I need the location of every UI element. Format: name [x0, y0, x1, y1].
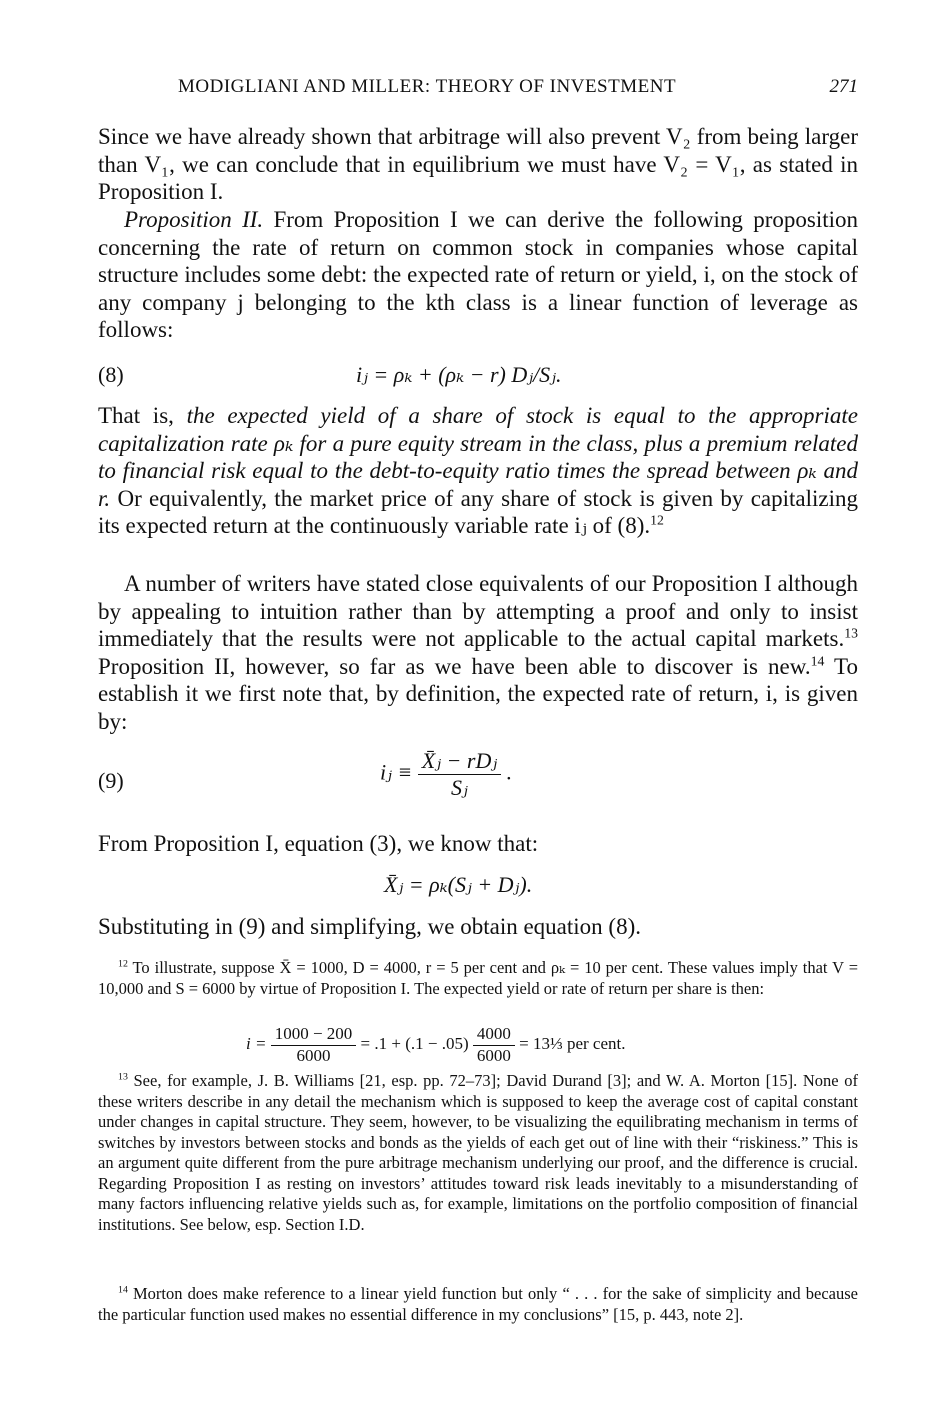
paragraph-2-text: From Proposition I we can derive the following proposition concerning the rate of return on common stock in companies whose capital structure includes some debt: the expected rate of return or yield, i, on the stock of any company j belonging to the kth class is a linear function of leverage as follows:: [98, 207, 859, 343]
paragraph-4: [98, 570, 858, 736]
equation-3-body: X̄ⱼ = ρₖ(Sⱼ + Dⱼ).: [384, 872, 533, 897]
equation-9-fraction: [418, 748, 501, 801]
equation-8-body: iⱼ = ρₖ + (ρₖ − r) Dⱼ/Sⱼ.: [356, 362, 562, 387]
equation-9-lhs: iⱼ ≡: [380, 759, 413, 785]
paragraph-6-text: Substituting in (9) and simplifying, we obtain equation (8).: [98, 914, 641, 939]
footnote-ref-14[interactable]: 14: [810, 653, 825, 669]
equation-9-label: (9): [98, 768, 124, 793]
equation-8-label: (8): [98, 362, 124, 387]
equation-9-tail: .: [506, 759, 513, 785]
paragraph-1: [98, 123, 858, 206]
paragraph-3: [98, 402, 858, 540]
footnote-12-eq-numerator-2: 4000: [473, 1024, 515, 1046]
footnote-12-eq-tail: = 13⅓ per cent.: [519, 1033, 626, 1053]
paragraph-2: [98, 206, 858, 344]
footnote-13: [98, 1071, 858, 1235]
equation-9-numerator: X̄ⱼ − rDⱼ: [418, 748, 501, 775]
footnote-12-eq-numerator-1: 1000 − 200: [271, 1024, 357, 1046]
footnote-12-text: To illustrate, suppose X̄ = 1000, D = 4000, r = 5 per cent and ρₖ = 10 per cent. These values imply that V = 10,000 and S = 6000 by virtue of Proposition I. The expected yield or rate of return per share is then:: [98, 958, 858, 998]
running-title: MODIGLIANI AND MILLER: THEORY OF INVESTMENT: [178, 76, 677, 97]
paragraph-5-text: From Proposition I, equation (3), we know that:: [98, 831, 539, 856]
footnote-12-eq-denominator-1: 6000: [296, 1045, 331, 1065]
footnote-12-eq-lhs: i =: [246, 1033, 267, 1053]
paragraph-1-text: Since we have already shown that arbitrage will also prevent V₂ from being larger than V₁, we can conclude that in equilibrium we must have V₂ = V₁, as stated in Proposition I.: [98, 124, 858, 205]
footnote-12-eq-denominator-2: 6000: [476, 1045, 511, 1065]
footnote-13-mark: 13: [118, 1071, 128, 1083]
paragraph-6: [98, 913, 858, 941]
equation-9-denominator: Sⱼ: [451, 775, 468, 800]
paragraph-4-part3: To establish it we first note that, by definition, the expected rate of return, i, is given by:: [98, 653, 858, 734]
footnote-12-eq-mid: = .1 + (.1 − .05): [360, 1033, 469, 1053]
paragraph-3-text: Or equivalently, the market price of any share of stock is given by capitalizing its expected return at the continuously variable rate iⱼ of (8).: [98, 485, 858, 539]
footnote-14-text: Morton does make reference to a linear yield function but only “ . . . for the sake of simplicity and because the particular function used makes no essential difference in my conclusions” [15, p. 443, note 2].: [98, 1284, 858, 1324]
footnote-12-eq-fraction-1: [271, 1024, 357, 1066]
footnote-ref-13[interactable]: 13: [844, 625, 858, 641]
footnote-12: [98, 958, 858, 999]
paragraph-4-part1: A number of writers have stated close equivalents of our Proposition I although by appealing to intuition rather than by attempting a proof and only to insist immediately that the results were not applicable to the actual capital markets.: [98, 571, 858, 652]
footnote-12-equation-body: [246, 1024, 626, 1066]
footnote-14: [98, 1284, 858, 1325]
footnote-12-equation: [98, 1020, 858, 1068]
paragraph-3-lead: That is,: [98, 403, 187, 428]
running-header: [98, 76, 858, 102]
footnote-13-text: See, for example, J. B. Williams [21, esp. pp. 72–73]; David Durand [3]; and W. A. Morton [15]. None of these writers describe in any detail the mechanism which is supposed to keep the average cost of capital constant under changes in capital structure. They seem, however, to be visualizing the equilibrating mechanism in terms of switches by investors between stocks and bonds as the yields of each get out of line with their “riskiness.” This is an argument quite different from the pure arbitrage mechanism underlying our proof, and the difference is crucial. Regarding Proposition I as resting on investors’ attitudes toward risk leads inevitably to a misunderstanding of many factors influencing relative yields such as, for example, limitations on the portfolio composition of financial institutions. See below, esp. Section I.D.: [98, 1071, 858, 1234]
footnote-12-mark: 12: [118, 958, 128, 970]
proposition-ii-heading: Proposition II.: [124, 207, 264, 232]
paragraph-5: [98, 830, 858, 858]
equation-9: [98, 748, 858, 814]
footnote-12-eq-fraction-2: [473, 1024, 515, 1066]
equation-9-body: [380, 748, 512, 801]
page-number: 271: [829, 76, 858, 97]
paragraph-3-italic: the expected yield of a share of stock is equal to the appropriate capitalization rate ρₖ for a pure equity stream in the class, plus a premium related to financial risk equal to the debt-to-equity ratio times the spread between ρₖ and r.: [98, 403, 858, 511]
footnote-ref-12[interactable]: 12: [650, 512, 664, 528]
footnote-14-mark: 14: [118, 1284, 128, 1296]
paragraph-4-part2: Proposition II, however, so far as we have been able to discover is new.: [98, 653, 811, 679]
